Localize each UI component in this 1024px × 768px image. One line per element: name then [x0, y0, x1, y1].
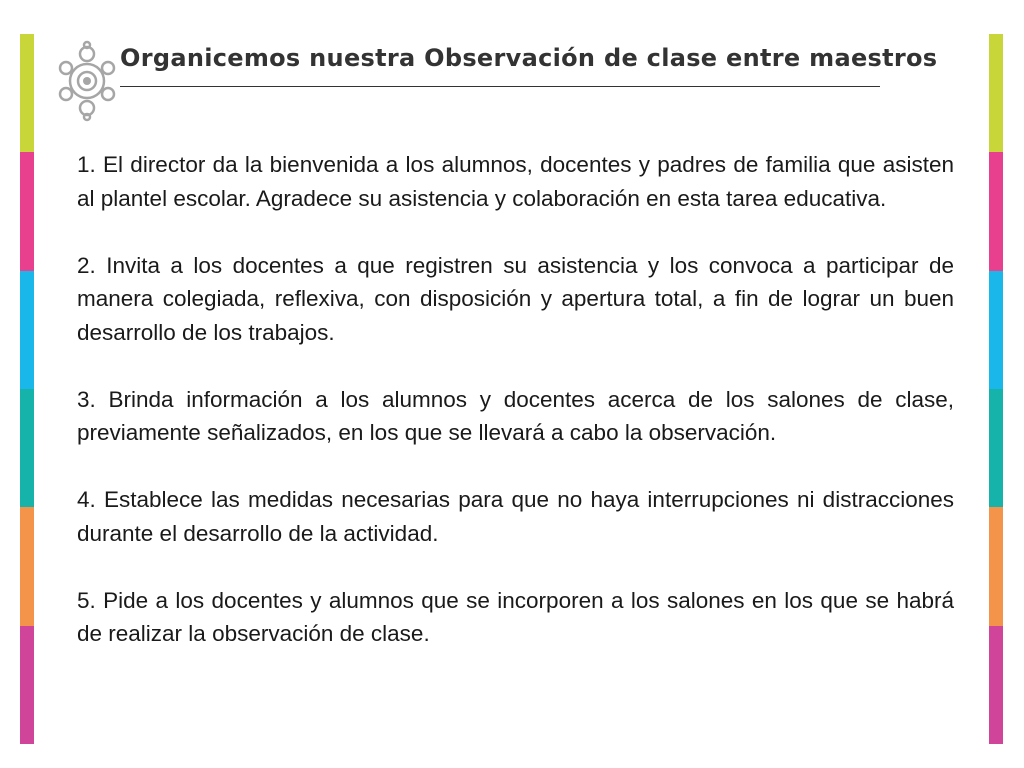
step-paragraph: 4. Establece las medidas necesarias para que no haya interrupciones ni distracciones durante el desarrollo de la actividad.: [77, 487, 954, 546]
right-bar-segment: [989, 271, 1003, 389]
left-bar-segment: [20, 626, 34, 744]
step-paragraph: 1. El director da la bienvenida a los alumnos, docentes y padres de familia que asisten al plantel escolar. Agradece su asistencia y colaboración en esta tarea educativa.: [77, 152, 954, 211]
left-color-bar: [20, 34, 34, 744]
right-bar-segment: [989, 152, 1003, 270]
right-bar-segment: [989, 626, 1003, 744]
left-bar-segment: [20, 507, 34, 625]
step-paragraph: 5. Pide a los docentes y alumnos que se incorporen a los salones en los que se habrá de realizar la observación de clase.: [77, 587, 954, 646]
title-underline: [120, 86, 880, 87]
right-color-bar: [989, 34, 1003, 744]
page-title: Organicemos nuestra Observación de clase entre maestros: [120, 44, 938, 72]
ornamental-knot-icon: [58, 40, 116, 122]
step-paragraph: 3. Brinda información a los alumnos y docentes acerca de los salones de clase, previamente señalizados, en los que se llevará a cabo la observación.: [77, 386, 954, 445]
right-bar-segment: [989, 389, 1003, 507]
step-paragraph: 2. Invita a los docentes a que registren su asistencia y los convoca a participar de manera colegiada, reflexiva, con disposición y apertura total, a fin de lograr un buen desarrollo de los trabajos.: [77, 252, 954, 345]
left-bar-segment: [20, 271, 34, 389]
left-bar-segment: [20, 152, 34, 270]
right-bar-segment: [989, 507, 1003, 625]
steps-list: [77, 148, 954, 651]
right-bar-segment: [989, 34, 1003, 152]
left-bar-segment: [20, 389, 34, 507]
left-bar-segment: [20, 34, 34, 152]
